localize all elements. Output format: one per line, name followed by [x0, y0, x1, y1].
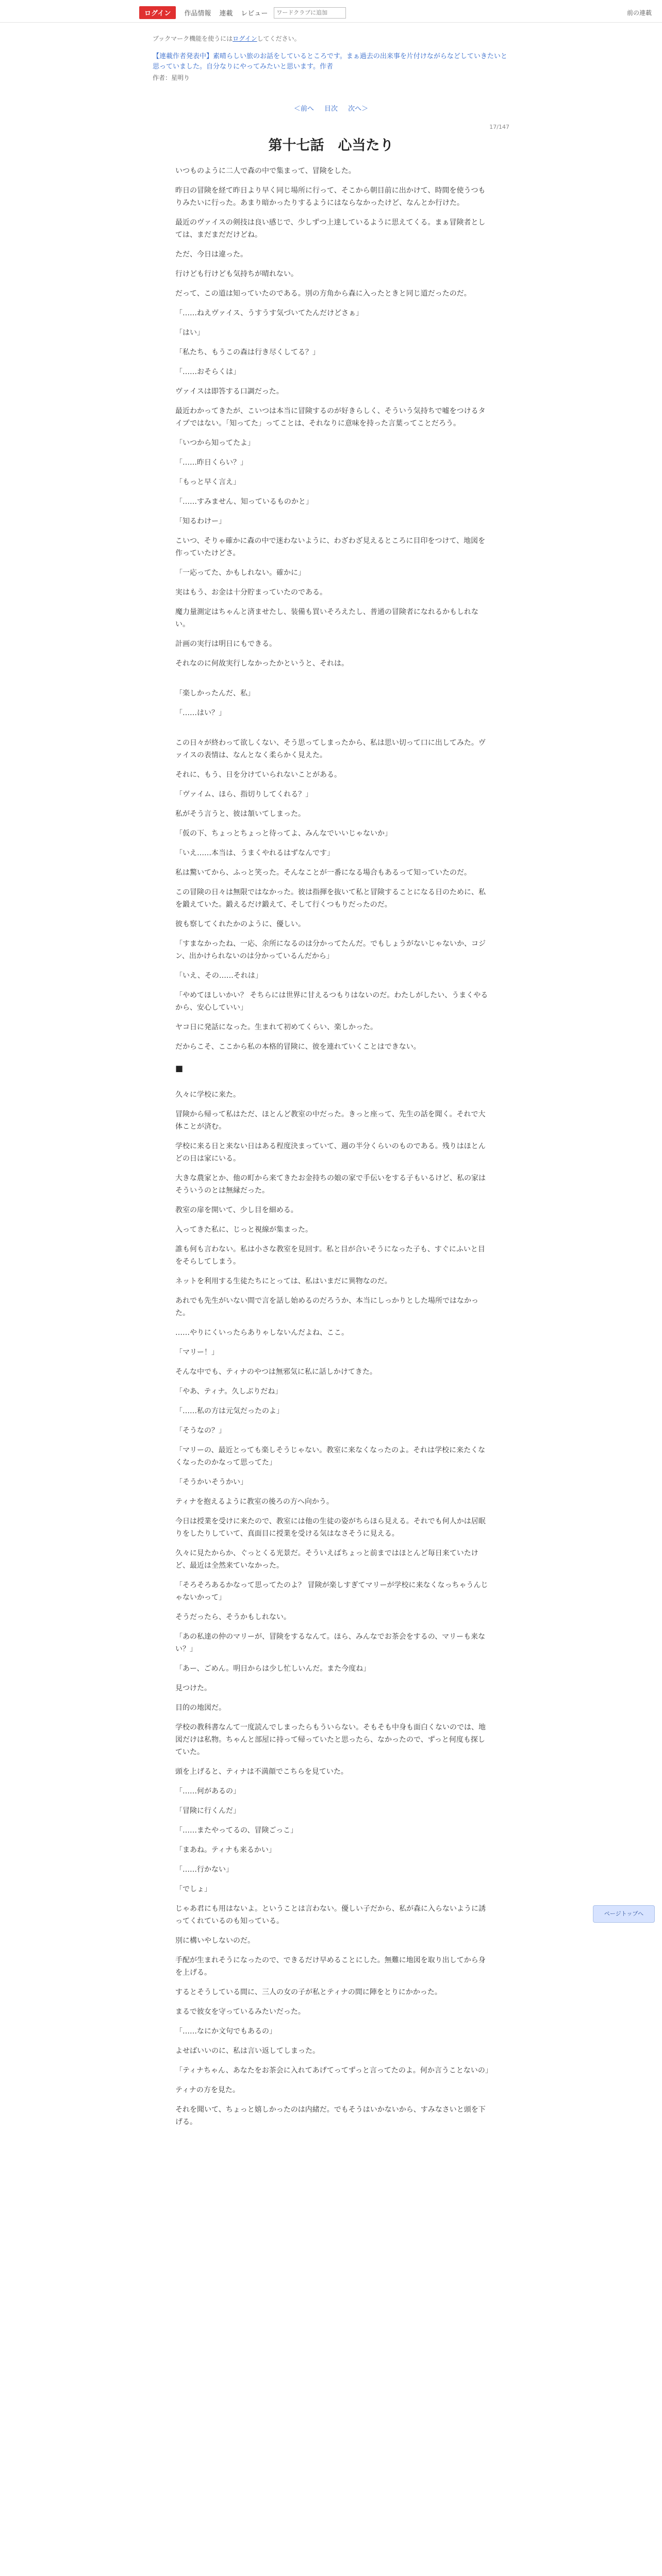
body-paragraph: 最近のヴァイスの剣技は良い感じで、少しずつ上達しているように思えてくる。まぁ冒険者としては、まだまだだけどね。 [175, 218, 486, 239]
body-paragraph: 「いえ……本当は、うまくやれるはずなんです」 [175, 849, 334, 857]
body-paragraph: まるで彼女を守っているみたいだった。 [175, 2008, 305, 2016]
body-paragraph: 「ヴァイム、ほら、指切りしてくれる？」 [175, 790, 313, 799]
body-paragraph: 入ってきた私に、じっと視線が集まった。 [175, 1226, 312, 1234]
body-paragraph: するとそうしている間に、三人の女の子が私とティナの間に陣をとりにかかった。 [175, 1988, 442, 1996]
body-paragraph: そうだったら、そうかもしれない。 [175, 1613, 291, 1621]
body-paragraph: 「マリーの、最近とっても楽しそうじゃない。教室に来なくなったのよ。それは学校に来たくなくなったのかなって思ってた」 [175, 1446, 486, 1467]
paragraph-gap [175, 726, 490, 737]
body-paragraph: ヤコ日に発話になった。生まれて初めてくらい、楽しかった。 [175, 1023, 377, 1031]
login-button[interactable]: ログイン [139, 6, 176, 19]
body-paragraph: 「……ねえヴァイス、うすうす気づいてたんだけどさぁ」 [175, 309, 363, 317]
body-paragraph: この日々が終わって欲しくない、そう思ってしまったから、私は思い切って口に出してみた。ヴァイスの表情は、なんとなく柔らかく見えた。 [175, 739, 486, 759]
body-paragraph: 「一応ってた、かもしれない。確かに」 [175, 569, 305, 577]
body-paragraph: 「あの私達の仲のマリーが、冒険をするなんて。ほら、みんなでお茶会をするの、マリーも来ない？」 [175, 1633, 486, 1653]
body-paragraph: 久々に見たからか、ぐっとくる光景だ。そういえばちょっと前まではほとんど毎日来ていたけど、最近は全然来ていなかった。 [175, 1549, 478, 1570]
body-paragraph: 「……なにか文句でもあるの」 [175, 2027, 276, 2036]
body-paragraph: そんな中でも、ティナのやつは無邪気に私に話しかけてきた。 [175, 1368, 377, 1376]
body-paragraph: 学校の教科書なんて一度読んでしまったらもういらない。そもそも中身も面白くないのでは、地図だけは私物。ちゃんと部屋に持って帰っていたと思ったら、なかったので、ずっと何度も探していた。 [175, 1723, 486, 1756]
body-paragraph: 頭を上げると、ティナは不満顔でこちらを見ていた。 [175, 1768, 348, 1776]
page-number: 17/147 [489, 124, 509, 130]
body-paragraph: ティナを抱えるように教室の後ろの方へ向かう。 [175, 1498, 334, 1506]
body-paragraph: 「……私の方は元気だったのよ」 [175, 1407, 284, 1415]
body-paragraph: 「……すみません、知っているものかと」 [175, 498, 313, 506]
novel-body [175, 165, 490, 2136]
body-paragraph: こいつ、そりゃ確かに森の中で迷わないように、わざわざ見えるところに目印をつけて、地図を作っていたけどさ。 [175, 537, 486, 557]
body-paragraph: 「そろそろあるかなって思ってたのよ？ 冒険が楽しすぎてマリーが学校に来なくなっちゃうんじゃないかって」 [175, 1581, 488, 1602]
body-paragraph: 「マリー！」 [175, 1348, 219, 1357]
body-paragraph: 魔力量測定はちゃんと済ませたし、装備も買いそろえたし、普通の冒険者になれるかもしれない。 [175, 608, 478, 629]
body-paragraph: 計画の実行は明日にもできる。 [175, 640, 276, 648]
body-paragraph: 「冒険に行くんだ」 [175, 1807, 240, 1815]
body-paragraph: 「やあ、ティナ。久しぶりだね」 [175, 1387, 283, 1396]
body-paragraph: 「そうかいそうかい」 [175, 1478, 247, 1486]
body-paragraph: いつものように二人で森の中で集まって、冒険をした。 [175, 167, 356, 175]
top-nav-items [139, 6, 346, 19]
body-paragraph: 久々に学校に来た。 [175, 1091, 240, 1099]
body-paragraph: 「……何があるの」 [175, 1787, 240, 1795]
body-paragraph: 手配が生まれそうになったので、できるだけ早めることにした。無難に地図を取り出してから身を上げる。 [175, 1956, 486, 1977]
nav-link-review[interactable]: レビュー [241, 10, 268, 18]
body-paragraph: 教室の扉を開いて、少し目を細める。 [175, 1206, 298, 1214]
body-paragraph: 「……昨日くらい？」 [175, 459, 247, 467]
body-paragraph: 最近わかってきたが、こいつは本当に冒険するのが好きらしく、そういう気持ちで嘘をつけるタイプではない。「知ってた」ってことは、それなりに意味を持った言葉ってことだろう。 [175, 407, 486, 428]
body-paragraph: 私がそう言うと、彼は頷いてしまった。 [175, 810, 305, 818]
notice-text-after: してください。 [257, 35, 301, 42]
body-paragraph: 学校に来る日と来ない日はある程度決まっていて、週の半分くらいのものである。残りはほとんどの日は家にいる。 [175, 1142, 486, 1163]
body-paragraph: ヴァイスは即答する口調だった。 [175, 387, 284, 396]
body-paragraph: 「まあね。ティナも来るかい」 [175, 1846, 276, 1854]
body-paragraph: 「……またやってるの、冒険ごっこ」 [175, 1826, 298, 1835]
nav-link-serial[interactable]: 連載 [219, 10, 233, 18]
author-name: 作者：星明り [153, 74, 190, 81]
body-paragraph: 「知るわけー」 [175, 517, 226, 526]
body-paragraph: 「ティナちゃん、あなたをお茶会に入れてあげてってずっと言ってたのよ。何か言うことないの」 [175, 2066, 492, 2075]
body-paragraph: 目的の地図だ。 [175, 1704, 226, 1712]
body-paragraph: 「仮の下、ちょっとちょっと待ってよ、みんなでいいじゃないか」 [175, 829, 392, 838]
chapter-title: 第十七話 心当たり [268, 138, 394, 154]
toc-link[interactable]: 目次 [324, 105, 338, 113]
body-paragraph: ……やりにくいったらありゃしないんだよね、ここ。 [175, 1329, 349, 1337]
body-paragraph: 「……行かない」 [175, 1866, 233, 1874]
body-paragraph: だって、この道は知っていたのである。別の方角から森に入ったときと同じ道だったのだ。 [175, 290, 471, 298]
body-paragraph: あれでも先生がいない間で言を話し始めるのだろうか、本当にしっかりとした場所ではなかった。 [175, 1297, 478, 1317]
bookmark-notice [153, 34, 301, 43]
body-paragraph: 私は驚いてから、ふっと笑った。そんなことが一番になる場合もあるって知っていたのだ。 [175, 869, 471, 877]
body-paragraph: ネットを利用する生徒たちにとっては、私はいまだに異物なのだ。 [175, 1277, 392, 1285]
body-paragraph: 見つけた。 [175, 1684, 211, 1692]
body-paragraph: 「……おそらくは」 [175, 368, 240, 376]
body-paragraph: じゃあ君にも用はないよ。ということは言わない。優しい子だから、私が森に入らないように誘ってくれているのも知っている。 [175, 1905, 486, 1925]
page-top-button[interactable]: ページトップへ [593, 1905, 655, 1923]
body-paragraph: ただ、今日は違った。 [175, 250, 247, 259]
body-paragraph: 「はい」 [175, 329, 204, 337]
body-paragraph: 「すまなかったね、一応、余所になるのは分かってたんだ。でもしょうがないじゃないか、コジン、出かけられないのは分かっているんだから」 [175, 940, 486, 960]
prev-serial-link[interactable]: 前の連載 [626, 9, 652, 16]
search-input[interactable] [274, 7, 346, 19]
chapter-pager-top [0, 103, 662, 113]
prev-chapter-link[interactable]: ＜前へ [293, 105, 314, 113]
body-paragraph: この冒険の日々は無限ではなかった。彼は指揮を抜いて私と冒険することになる日のために、私を鍛えていた。鍛えるだけ鍛えて、そして行くつもりだったのだ。 [175, 888, 486, 909]
body-paragraph: それなのに何故実行しなかったかというと、それは。 [175, 659, 349, 668]
paragraph-gap [175, 677, 490, 687]
body-paragraph: 昨日の冒険を経て昨日より早く同じ場所に行って、そこから朝目前に出かけて、時間を使うつもりみたいに行った。あまり暗かったりするようにはならなかったけど、なんとか行けた。 [175, 187, 486, 207]
body-paragraph: 「でしょ」 [175, 1885, 211, 1893]
body-paragraph: 誰も何も言わない。私は小さな教室を見回す。私と目が合いそうになった子も、すぐにふいと目をそらしてしまう。 [175, 1245, 485, 1266]
body-paragraph: それに、もう、日を分けていられないことがある。 [175, 771, 341, 779]
body-paragraph: よせばいいのに、私は言い返してしまった。 [175, 2047, 320, 2055]
body-paragraph: 「もっと早く言え」 [175, 478, 240, 486]
top-navigation-bar [0, 0, 662, 23]
body-paragraph: 「……はい？」 [175, 709, 226, 717]
body-paragraph: 今日は授業を受けに来たので、教室には他の生徒の姿がちらほら見える。それでも何人かは居眠りをしたりしていて、真面目に授業を受ける気はなさそうに見える。 [175, 1517, 486, 1538]
body-paragraph: それを聞いて、ちょっと嬉しかったのは内緒だ。でもそうはいかないから、すみなさいと頭を下げる。 [175, 2106, 486, 2126]
body-paragraph: 「楽しかったんだ、私」 [175, 689, 255, 698]
next-chapter-link[interactable]: 次へ＞ [348, 105, 369, 113]
body-paragraph: 「いえ、その……それは」 [175, 972, 262, 980]
scene-break-marker: ■ [175, 1063, 184, 1073]
body-paragraph: 「やめてほしいかい？ そちらには世界に甘えるつもりはないのだ。わたしがしたい、うまくやるから、安心していい」 [175, 991, 488, 1012]
body-paragraph: だからこそ、ここから私の本格的冒険に、彼を連れていくことはできない。 [175, 1043, 421, 1051]
body-paragraph: 別に構いやしないのだ。 [175, 1937, 255, 1945]
body-paragraph: 彼も察してくれたかのように、優しい。 [175, 920, 305, 928]
body-paragraph: 実はもう、お金は十分貯まっていたのである。 [175, 588, 327, 597]
body-paragraph: 「あー、ごめん。明日からは少し忙しいんだ。また今度ね」 [175, 1665, 371, 1673]
body-paragraph: 「私たち、もうこの森は行き尽くしてる？」 [175, 348, 320, 357]
body-paragraph: 大きな農家とか、他の町から来てきたお金持ちの娘の家で手伝いをする子もいるけど、私の家はそういうのとは無縁だった。 [175, 1174, 486, 1195]
notice-login-link[interactable]: ログイン [233, 35, 257, 42]
body-paragraph: 「そうなの？」 [175, 1427, 226, 1435]
body-paragraph: ティナの方を見た。 [175, 2086, 240, 2094]
body-paragraph: 「いつから知ってたよ」 [175, 439, 255, 447]
body-paragraph: 行けども行けども気持ちが晴れない。 [175, 270, 298, 278]
notice-text-before: ブックマーク機能を使うには [153, 35, 233, 42]
body-paragraph: 冒険から帰って私はただ、ほとんど教室の中だった。きっと座って、先生の話を聞く。それで大体ことが済む。 [175, 1110, 486, 1131]
nav-link-info[interactable]: 作品情報 [184, 10, 211, 18]
work-title-link[interactable]: 【連載作者発表中】素晴らしい旅のお話をしているところです。まぁ過去の出来事を片付けながらなどしていきたいと思っていました。自分なりにやってみたいと思います。作者 [153, 53, 507, 71]
